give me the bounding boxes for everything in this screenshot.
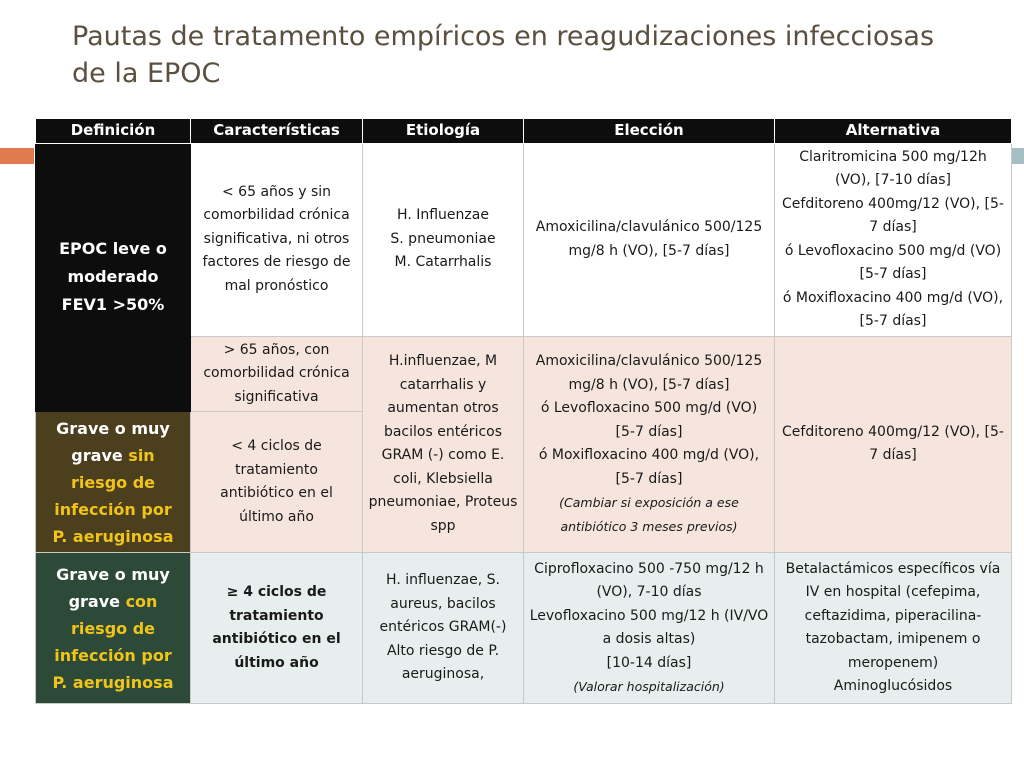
def2-line4: infección por xyxy=(54,499,172,519)
def2-line1: Grave o muy xyxy=(56,418,170,438)
header-row xyxy=(36,119,1012,144)
def1-line2: moderado xyxy=(67,267,159,287)
row1-etiologia xyxy=(363,143,524,336)
alternativa-item: Aminoglucósidos xyxy=(833,678,953,694)
def2-line2-text: grave xyxy=(71,445,129,465)
def3-line4: infección por xyxy=(54,645,172,665)
definition-cell-grave-sin xyxy=(36,412,191,553)
def3-con-highlight: con xyxy=(125,591,158,611)
alternativa-item: ó Moxifloxacino 400 mg/d (VO), [5-7 días] xyxy=(782,289,1004,329)
eleccion-item: Ciprofloxacino 500 -750 mg/12 h (VO), 7-10 días xyxy=(534,560,764,600)
alternativa-item: Claritromicina 500 mg/12h (VO), [7-10 días] xyxy=(799,148,987,188)
def3-line3: riesgo de xyxy=(70,618,156,638)
accent-bar-right xyxy=(1012,148,1024,164)
row1-caracteristicas: < 65 años y sin comorbilidad crónica significativa, ni otros factores de riesgo de mal pronóstico xyxy=(191,143,363,336)
header-alternativa: Alternativa xyxy=(775,119,1012,144)
row1-alternativa xyxy=(775,143,1012,336)
def3-line1: Grave o muy xyxy=(56,564,170,584)
def2-line2 xyxy=(41,442,185,469)
row4-eleccion xyxy=(524,553,775,704)
def2-sin-highlight: sin xyxy=(128,445,155,465)
row1-eleccion: Amoxicilina/clavulánico 500/125 mg/8 h (VO), [5-7 días] xyxy=(524,143,775,336)
row23-etiologia: H.influenzae, M catarrhalis y aumentan otros bacilos entéricos GRAM (-) como E. coli, Klebsiella pneumoniae, Proteus spp xyxy=(363,336,524,553)
header-etiologia: Etiología xyxy=(363,119,524,144)
def1-line3: FEV1 >50% xyxy=(61,295,165,315)
row4-etiologia: H. influenzae, S. aureus, bacilos entéricos GRAM(-) Alto riesgo de P. aeruginosa, xyxy=(363,553,524,704)
eleccion-item: ó Moxifloxacino 400 mg/d (VO), [5-7 días] xyxy=(538,447,760,487)
header-definicion: Definición xyxy=(36,119,191,144)
eleccion-item: [10-14 días] xyxy=(606,654,692,671)
etiologia-item: S. pneumoniae xyxy=(390,230,496,247)
row23-eleccion xyxy=(524,336,775,553)
row4-alternativa xyxy=(775,553,1012,704)
eleccion-item: Levofloxacino 500 mg/12 h (IV/VO a dosis altas) xyxy=(529,607,769,647)
table-row xyxy=(36,143,1012,336)
definition-cell-grave-con xyxy=(36,553,191,704)
eleccion-item: ó Levofloxacino 500 mg/d (VO) [5-7 días] xyxy=(540,400,758,440)
alternativa-item: Cefditoreno 400mg/12 (VO), [5-7 días] xyxy=(782,195,1004,235)
alternativa-item: ó Levofloxacino 500 mg/d (VO) [5-7 días] xyxy=(784,242,1002,282)
eleccion-note: (Cambiar si exposición a ese antibiótico 3 meses previos) xyxy=(559,495,739,534)
def3-line5: P. aeruginosa xyxy=(52,672,174,692)
def3-line2 xyxy=(41,588,185,615)
def1-line1: EPOC leve o xyxy=(59,239,167,259)
eleccion-item: Amoxicilina/clavulánico 500/125 mg/8 h (VO), [5-7 días] xyxy=(535,353,763,393)
accent-bar-left xyxy=(0,148,34,164)
alternativa-item: Betalactámicos específicos vía IV en hospital (cefepima, ceftazidima, piperacilina-tazobactam, imipenem o meropenem) xyxy=(785,560,1001,671)
title-line-1: Pautas de tratamento empíricos en reagudizaciones infecciosas xyxy=(72,21,935,52)
title-line-2: de la EPOC xyxy=(72,58,221,89)
slide-title xyxy=(72,18,972,92)
row23-alternativa: Cefditoreno 400mg/12 (VO), [5-7 días] xyxy=(775,336,1012,553)
definition-cell-leve xyxy=(36,143,191,412)
row4-caracteristicas: ≥ 4 ciclos de tratamiento antibiótico en el último año xyxy=(191,553,363,704)
table-row xyxy=(36,553,1012,704)
def2-line5: P. aeruginosa xyxy=(52,526,174,546)
row2-caracteristicas: > 65 años, con comorbilidad crónica significativa xyxy=(191,336,363,412)
etiologia-item: M. Catarrhalis xyxy=(394,254,492,271)
header-caracteristicas: Características xyxy=(191,119,363,144)
def3-line2-text: grave xyxy=(68,591,126,611)
row3-caracteristicas: < 4 ciclos de tratamiento antibiótico en el último año xyxy=(191,412,363,553)
header-eleccion: Elección xyxy=(524,119,775,144)
etiologia-item: H. Influenzae xyxy=(397,207,489,224)
def2-line3: riesgo de xyxy=(70,472,156,492)
eleccion-note: (Valorar hospitalización) xyxy=(573,679,725,694)
treatment-table xyxy=(35,118,1012,704)
